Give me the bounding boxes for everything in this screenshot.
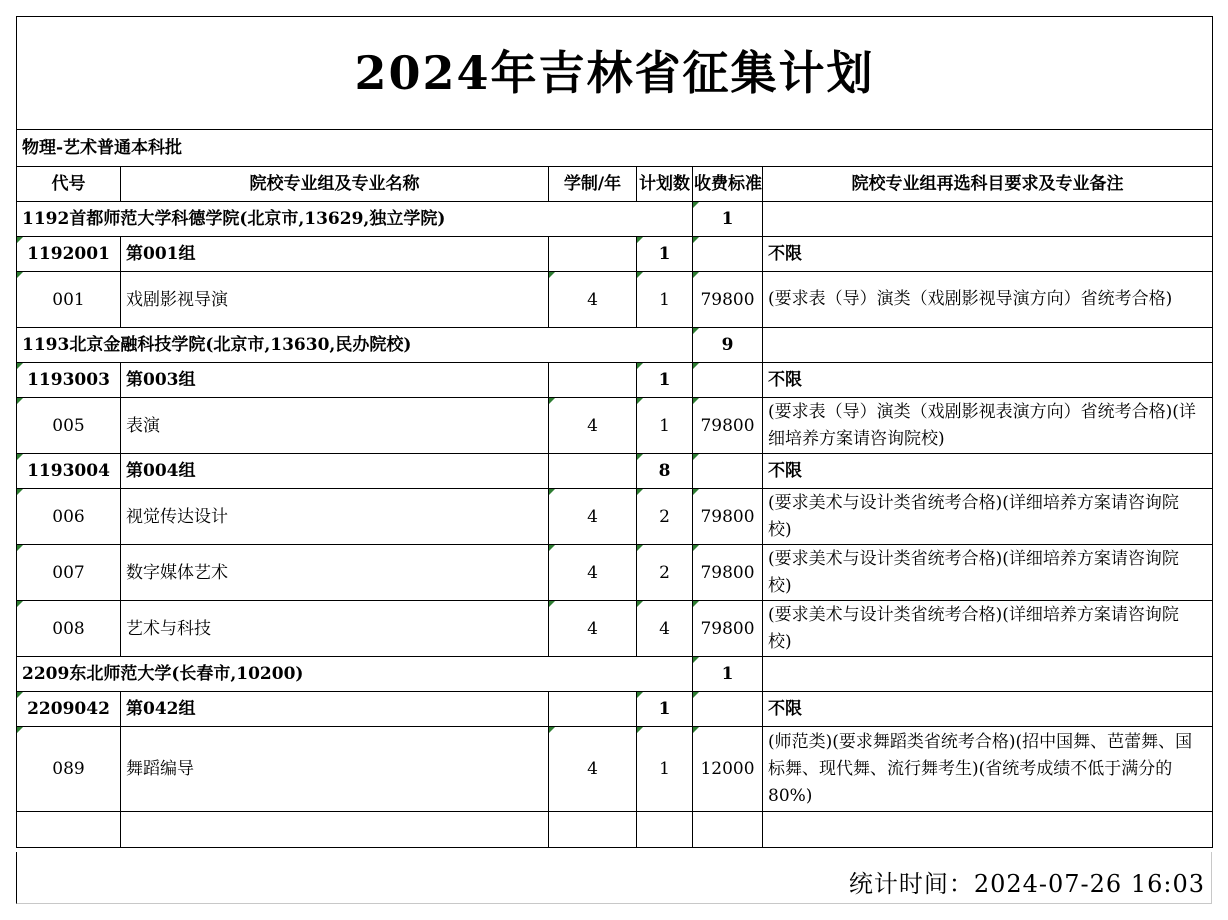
- major-plan: 1: [637, 398, 693, 454]
- major-row: [17, 601, 1213, 657]
- major-name: 数字媒体艺术: [121, 545, 549, 601]
- major-years: 4: [549, 272, 637, 328]
- major-fee: 79800: [693, 601, 763, 657]
- major-name: 视觉传达设计: [121, 489, 549, 545]
- major-years: 4: [549, 545, 637, 601]
- major-fee: 79800: [693, 272, 763, 328]
- major-name: 戏剧影视导演: [121, 272, 549, 328]
- major-remark: (要求美术与设计类省统考合格)(详细培养方案请咨询院校): [763, 545, 1213, 601]
- major-fee: 12000: [693, 727, 763, 812]
- fee-cell: [693, 363, 763, 398]
- school-plan: 1: [693, 657, 763, 692]
- fee-cell: [693, 692, 763, 727]
- group-code: 1192001: [17, 237, 121, 272]
- empty-row: [17, 812, 1213, 848]
- years-cell: [549, 237, 637, 272]
- group-name: 第042组: [121, 692, 549, 727]
- years-cell: [549, 363, 637, 398]
- school-row: [17, 202, 1213, 237]
- page-title: 2024年吉林省征集计划: [17, 17, 1213, 130]
- major-name: 表演: [121, 398, 549, 454]
- group-row: [17, 363, 1213, 398]
- school-name: 1192首都师范大学科德学院(北京市,13629,独立学院): [17, 202, 693, 237]
- plan-table: [16, 16, 1213, 848]
- major-years: 4: [549, 489, 637, 545]
- header-fee: 收费标准: [693, 167, 763, 202]
- group-name: 第003组: [121, 363, 549, 398]
- header-name: 院校专业组及专业名称: [121, 167, 549, 202]
- major-name: 艺术与科技: [121, 601, 549, 657]
- fee-cell: [763, 328, 1213, 363]
- school-row: [17, 657, 1213, 692]
- major-code: 005: [17, 398, 121, 454]
- group-name: 第004组: [121, 454, 549, 489]
- years-cell: [549, 454, 637, 489]
- empty-cell: [17, 812, 121, 848]
- empty-cell: [121, 812, 549, 848]
- major-code: 006: [17, 489, 121, 545]
- major-plan: 2: [637, 545, 693, 601]
- major-row: [17, 489, 1213, 545]
- major-years: 4: [549, 727, 637, 812]
- major-remark: (要求美术与设计类省统考合格)(详细培养方案请咨询院校): [763, 601, 1213, 657]
- empty-cell: [549, 812, 637, 848]
- major-plan: 2: [637, 489, 693, 545]
- fee-cell: [763, 202, 1213, 237]
- group-code: 1193004: [17, 454, 121, 489]
- group-code: 1193003: [17, 363, 121, 398]
- major-row: [17, 545, 1213, 601]
- school-plan: 9: [693, 328, 763, 363]
- group-remark: 不限: [763, 237, 1213, 272]
- major-plan: 4: [637, 601, 693, 657]
- batch-label: 物理-艺术普通本科批: [17, 130, 1213, 167]
- group-plan: 1: [637, 237, 693, 272]
- header-code: 代号: [17, 167, 121, 202]
- group-remark: 不限: [763, 454, 1213, 489]
- major-row: [17, 727, 1213, 812]
- group-remark: 不限: [763, 692, 1213, 727]
- school-name: 2209东北师范大学(长春市,10200): [17, 657, 693, 692]
- major-plan: 1: [637, 272, 693, 328]
- group-remark: 不限: [763, 363, 1213, 398]
- fee-cell: [763, 657, 1213, 692]
- header-years: 学制/年: [549, 167, 637, 202]
- years-cell: [549, 692, 637, 727]
- major-code: 001: [17, 272, 121, 328]
- group-row: [17, 454, 1213, 489]
- major-code: 089: [17, 727, 121, 812]
- school-plan: 1: [693, 202, 763, 237]
- major-row: [17, 272, 1213, 328]
- group-row: [17, 692, 1213, 727]
- header-plan: 计划数: [637, 167, 693, 202]
- group-name: 第001组: [121, 237, 549, 272]
- header-remark: 院校专业组再选科目要求及专业备注: [763, 167, 1213, 202]
- major-remark: (要求表（导）演类（戏剧影视表演方向）省统考合格)(详细培养方案请咨询院校): [763, 398, 1213, 454]
- major-years: 4: [549, 601, 637, 657]
- group-plan: 8: [637, 454, 693, 489]
- major-code: 007: [17, 545, 121, 601]
- empty-cell: [693, 812, 763, 848]
- group-row: [17, 237, 1213, 272]
- group-plan: 1: [637, 363, 693, 398]
- major-name: 舞蹈编导: [121, 727, 549, 812]
- major-remark: (要求表（导）演类（戏剧影视导演方向）省统考合格): [763, 272, 1213, 328]
- major-code: 008: [17, 601, 121, 657]
- fee-cell: [693, 454, 763, 489]
- header-row: [17, 167, 1213, 202]
- major-remark: (要求美术与设计类省统考合格)(详细培养方案请咨询院校): [763, 489, 1213, 545]
- empty-cell: [763, 812, 1213, 848]
- statistics-time: 统计时间：2024-07-26 16:03: [848, 870, 1205, 898]
- major-years: 4: [549, 398, 637, 454]
- major-fee: 79800: [693, 489, 763, 545]
- empty-cell: [637, 812, 693, 848]
- fee-cell: [693, 237, 763, 272]
- group-plan: 1: [637, 692, 693, 727]
- major-remark: (师范类)(要求舞蹈类省统考合格)(招中国舞、芭蕾舞、国标舞、现代舞、流行舞考生)(省统考成绩不低于满分的80%): [763, 727, 1213, 812]
- footer-bar: [16, 852, 1212, 904]
- major-fee: 79800: [693, 398, 763, 454]
- school-name: 1193北京金融科技学院(北京市,13630,民办院校): [17, 328, 693, 363]
- major-fee: 79800: [693, 545, 763, 601]
- school-row: [17, 328, 1213, 363]
- major-plan: 1: [637, 727, 693, 812]
- group-code: 2209042: [17, 692, 121, 727]
- major-row: [17, 398, 1213, 454]
- plan-sheet: [16, 16, 1212, 848]
